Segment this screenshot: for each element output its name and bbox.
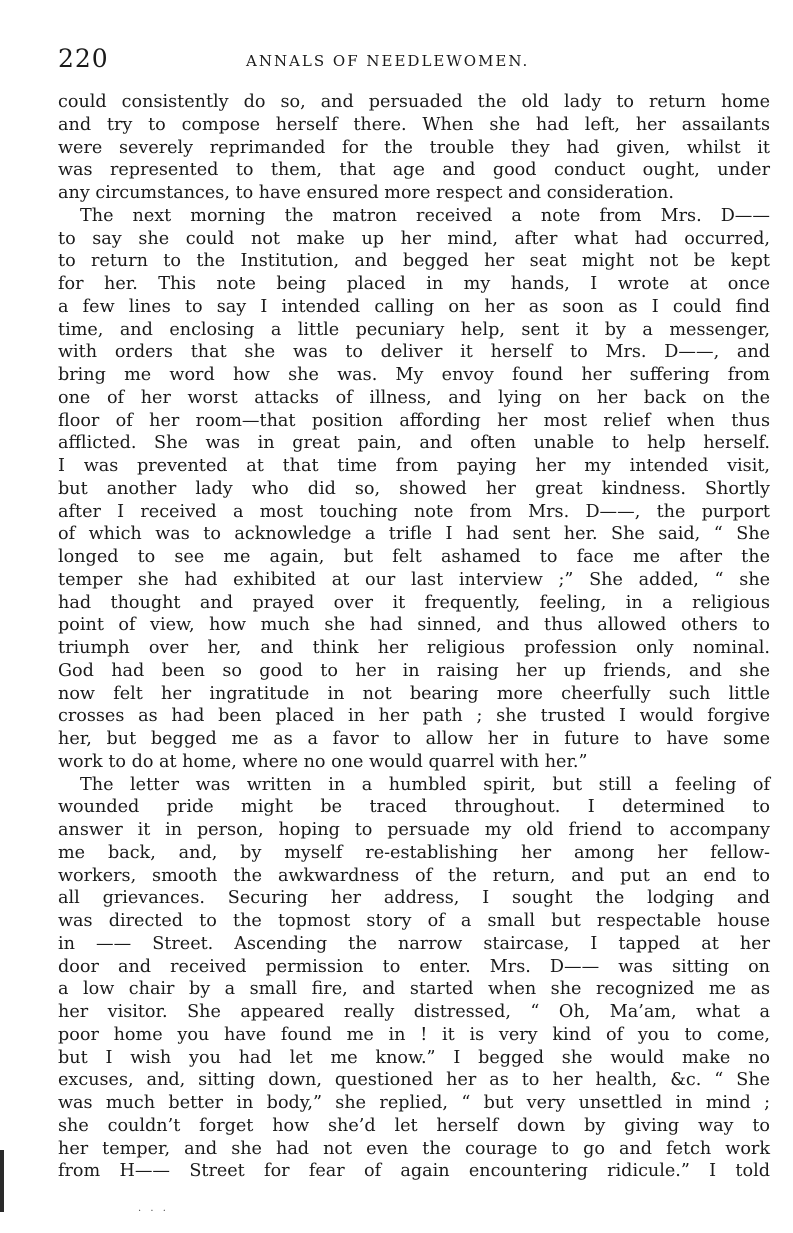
text-line: to return to the Institution, and begged her seat might not be kept	[58, 251, 770, 272]
text-line: triumph over her, and think her religious profession only nominal.	[58, 638, 770, 658]
text-line: she couldn’t forget how she’d let herself down by giving way to	[58, 1115, 770, 1136]
text-line: in —— Street. Ascending the narrow staircase, I tapped at her	[58, 933, 770, 954]
text-line: afflicted. She was in great pain, and often unable to help herself.	[58, 433, 770, 454]
text-line: temper she had exhibited at our last interview ;” She added, “ she	[58, 569, 770, 590]
text-line: had thought and prayed over it frequently, feeling, in a religious	[58, 592, 770, 613]
text-line: but another lady who did so, showed her great kindness. Shortly	[58, 478, 770, 499]
text-line: me back, and, by myself re-establishing her among her fellow-	[58, 842, 770, 863]
text-line: point of view, how much she had sinned, and thus allowed others to	[58, 615, 770, 636]
text-line: was directed to the topmost story of a small but respectable house	[58, 911, 770, 931]
text-line: her visitor. She appeared really distressed, “ Oh, Ma’am, what a	[58, 1002, 770, 1022]
text-line: answer it in person, hoping to persuade my old friend to accompany	[58, 820, 770, 840]
running-title: ANNALS OF NEEDLEWOMEN.	[246, 52, 530, 70]
text-line: wounded pride might be traced throughout. I determined to	[58, 797, 770, 818]
page-number: 220	[58, 44, 109, 73]
text-line: could consistently do so, and persuaded the old lady to return home	[58, 92, 770, 112]
scan-edge-mark	[0, 1150, 4, 1212]
text-line: a few lines to say I intended calling on her as soon as I could find	[58, 296, 770, 317]
text-line: was represented to them, that age and good conduct ought, under	[58, 160, 770, 181]
page-header	[58, 44, 768, 80]
text-line: was much better in body,” she replied, “ but very unsettled in mind ;	[58, 1093, 770, 1113]
text-line: her, but begged me as a favor to allow her in future to have some	[58, 729, 770, 749]
text-line: bring me word how she was. My envoy found her suffering from	[58, 365, 770, 385]
text-line: longed to see me again, but felt ashamed to face me after the	[58, 547, 770, 567]
text-line: after I received a most touching note from Mrs. D——, the purport	[58, 501, 770, 522]
text-line: all grievances. Securing her address, I sought the lodging and	[58, 888, 770, 909]
text-line: and try to compose herself there. When she had left, her assailants	[58, 114, 770, 135]
scan-specks: · · ·	[138, 1206, 169, 1217]
body-text	[58, 91, 770, 1183]
text-line: were severely reprimanded for the trouble they had given, whilst it	[58, 137, 770, 158]
text-line: of which was to acknowledge a trifle I had sent her. She said, “ She	[58, 524, 770, 545]
text-line: crosses as had been placed in her path ; she trusted I would forgive	[58, 706, 770, 727]
text-line: I was prevented at that time from paying her my intended visit,	[58, 456, 770, 476]
text-line: one of her worst attacks of illness, and lying on her back on the	[58, 387, 770, 408]
text-line: workers, smooth the awkwardness of the return, and put an end to	[58, 865, 770, 886]
text-line: excuses, and, sitting down, questioned her as to her health, &c. “ She	[58, 1070, 770, 1091]
text-line: to say she could not make up her mind, after what had occurred,	[58, 228, 770, 249]
text-line: poor home you have found me in ! it is very kind of you to come,	[58, 1024, 770, 1045]
text-line: with orders that she was to deliver it herself to Mrs. D——, and	[58, 342, 770, 363]
text-line: now felt her ingratitude in not bearing more cheerfully such little	[58, 683, 770, 704]
text-line: time, and enclosing a little pecuniary help, sent it by a messenger,	[58, 319, 770, 340]
text-line: work to do at home, where no one would quarrel with her.”	[58, 751, 588, 772]
text-line: from H—— Street for fear of again encountering ridicule.” I told	[58, 1161, 770, 1182]
text-line: God had been so good to her in raising her up friends, and she	[58, 660, 770, 681]
text-line: a low chair by a small fire, and started when she recognized me as	[58, 979, 770, 1000]
text-line: but I wish you had let me know.” I begged she would make no	[58, 1047, 770, 1068]
text-line: The letter was written in a humbled spirit, but still a feeling of	[80, 774, 770, 795]
text-line: The next morning the matron received a note from Mrs. D——	[80, 205, 770, 226]
text-line: floor of her room—that position affording her most relief when thus	[58, 410, 770, 431]
text-line: door and received permission to enter. Mrs. D—— was sitting on	[58, 956, 770, 977]
text-line: for her. This note being placed in my hands, I wrote at once	[58, 274, 770, 294]
text-line: her temper, and she had not even the courage to go and fetch work	[58, 1138, 770, 1159]
text-line: any circumstances, to have ensured more respect and consideration.	[58, 183, 674, 203]
